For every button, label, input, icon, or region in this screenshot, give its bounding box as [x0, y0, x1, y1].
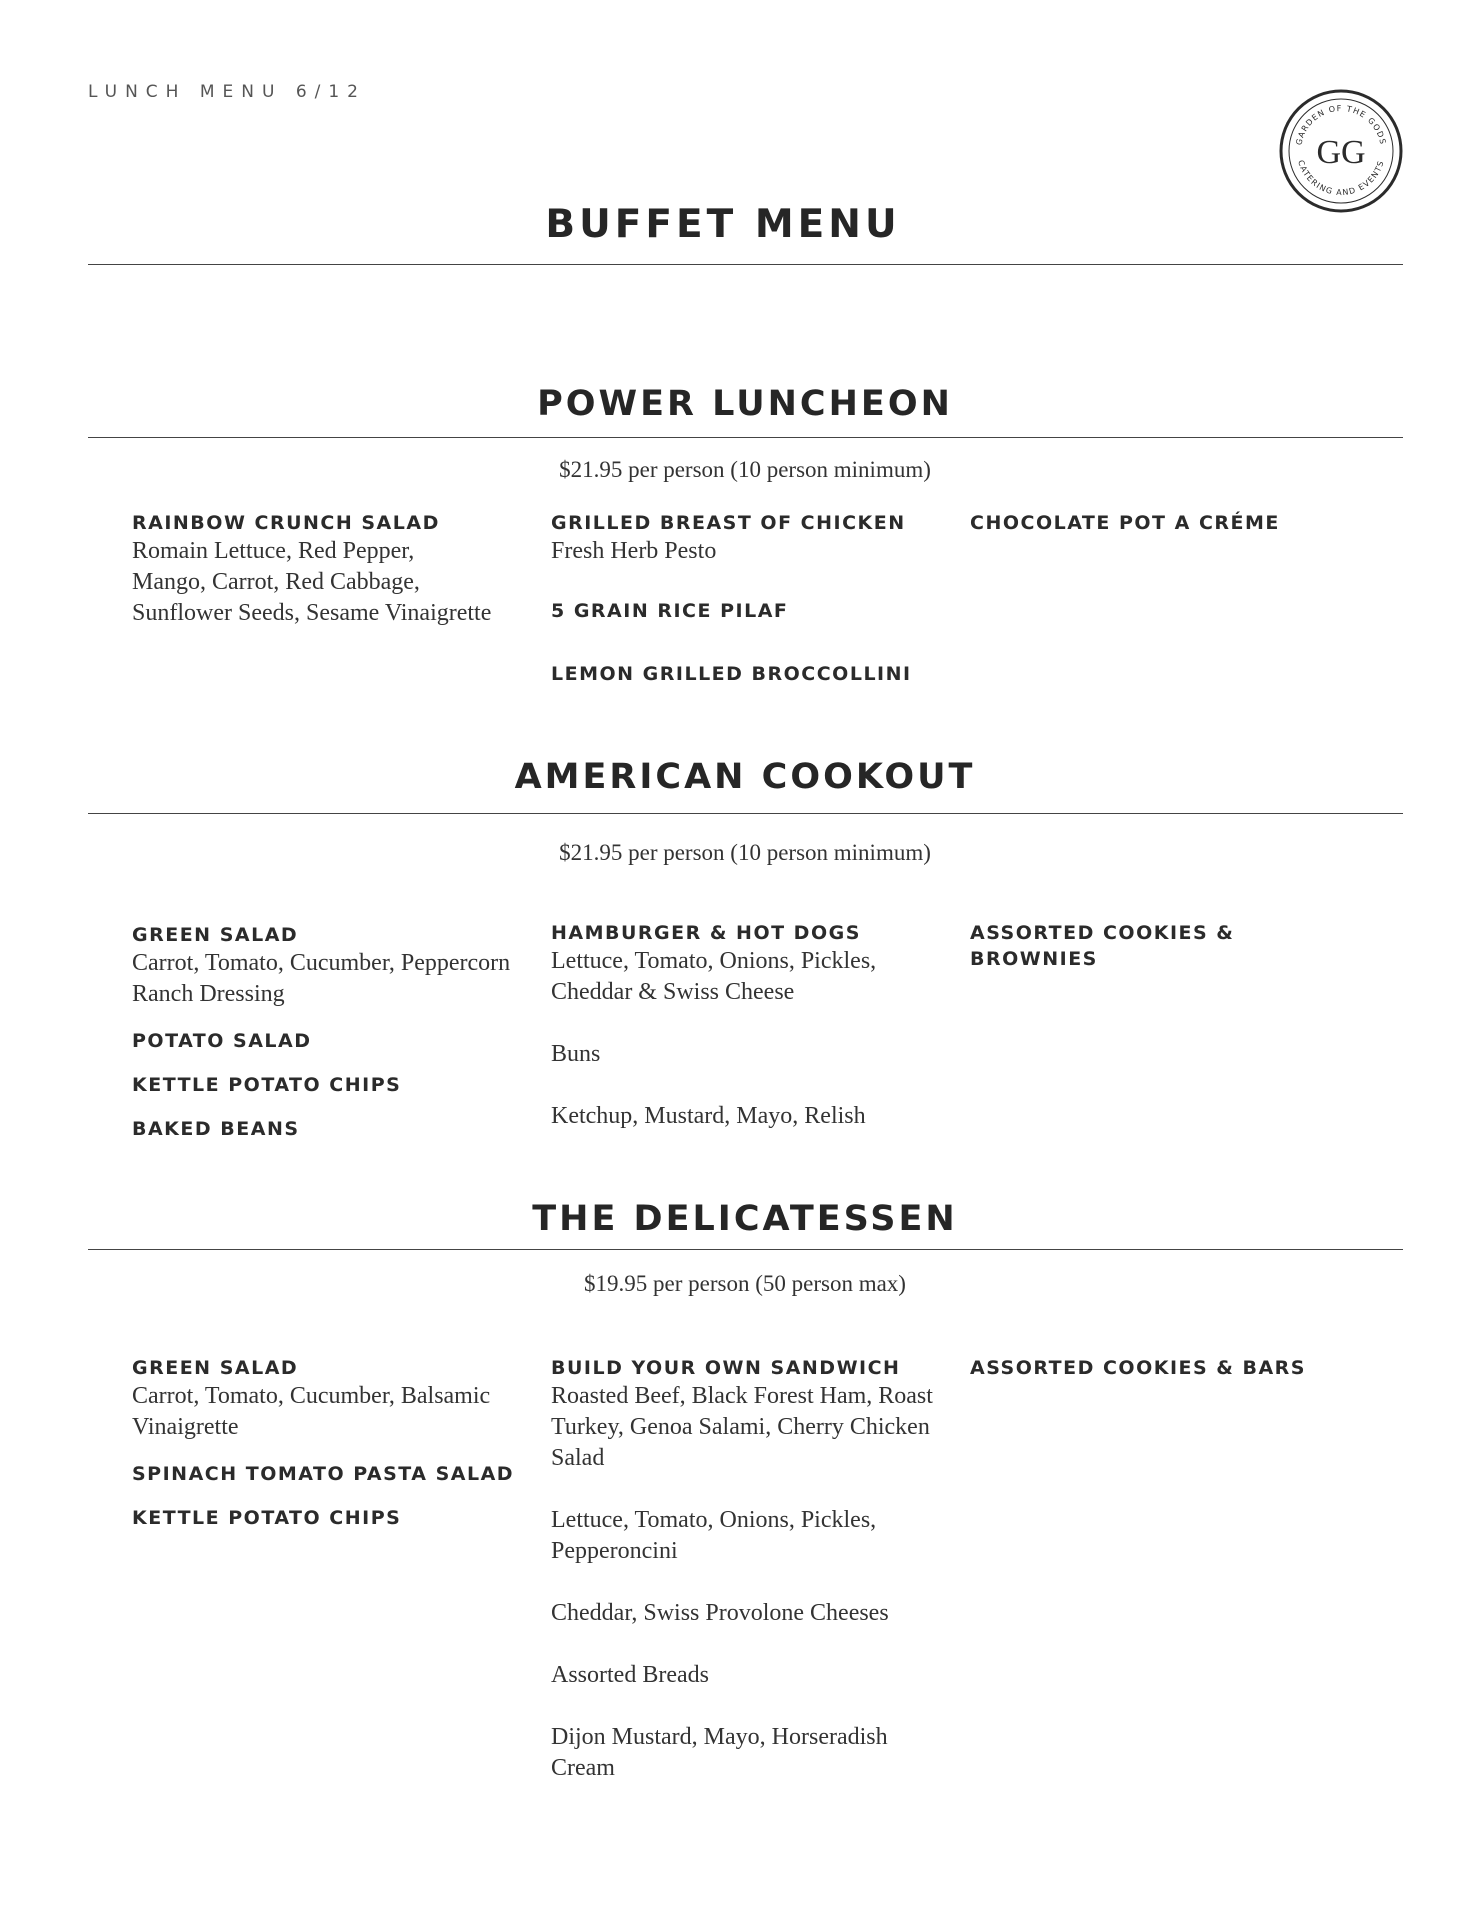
menu-item-desc: Carrot, Tomato, Cucumber, Balsamic: [132, 1383, 491, 1409]
menu-item: [551, 598, 951, 624]
menu-item: [551, 510, 951, 567]
menu-item-desc: Ranch Dressing: [132, 981, 285, 1007]
menu-item-title: GREEN SALAD: [132, 1357, 299, 1379]
menu-item-desc: Mango, Carrot, Red Cabbage,: [132, 569, 420, 595]
menu-item-desc: Cream: [551, 1755, 615, 1781]
section-divider: [88, 1249, 1403, 1250]
menu-item: [132, 1028, 532, 1054]
menu-item: [132, 510, 532, 629]
menu-item: [132, 922, 532, 1010]
menu-item: [132, 1355, 532, 1443]
section-divider: [88, 437, 1403, 438]
menu-item-desc: Lettuce, Tomato, Onions, Pickles,: [551, 1507, 877, 1533]
menu-item-desc: Cheddar, Swiss Provolone Cheeses: [551, 1600, 889, 1626]
menu-item-title: BUILD YOUR OWN SANDWICH: [551, 1357, 901, 1379]
menu-item: [132, 1461, 532, 1487]
menu-item-title: 5 GRAIN RICE PILAF: [551, 600, 789, 622]
menu-item: [970, 1355, 1370, 1381]
menu-item-desc: Salad: [551, 1445, 605, 1471]
section-column-1: [132, 922, 532, 1142]
section-price: $21.95 per person (10 person minimum): [559, 457, 931, 482]
menu-item-desc: Buns: [551, 1041, 601, 1067]
section-divider: [88, 813, 1403, 814]
menu-item-desc: Romain Lettuce, Red Pepper,: [132, 538, 415, 564]
section-title-american-cookout: AMERICAN COOKOUT: [514, 757, 976, 797]
menu-item-desc: Carrot, Tomato, Cucumber, Peppercorn: [132, 950, 511, 976]
menu-item-title: HAMBURGER & HOT DOGS: [551, 922, 861, 944]
menu-item-desc: Dijon Mustard, Mayo, Horseradish: [551, 1724, 888, 1750]
logo-initials: GG: [1316, 134, 1366, 171]
menu-item: [551, 661, 951, 687]
menu-date-label: LUNCH MENU 6/12: [88, 82, 366, 102]
menu-item: [551, 920, 951, 1008]
menu-item-desc: Turkey, Genoa Salami, Cherry Chicken: [551, 1414, 930, 1440]
menu-item-title: RAINBOW CRUNCH SALAD: [132, 512, 440, 534]
menu-item-title: GRILLED BREAST OF CHICKEN: [551, 512, 906, 534]
menu-item-title: ASSORTED COOKIES & BARS: [970, 1357, 1306, 1379]
menu-item-title: KETTLE POTATO CHIPS: [132, 1507, 402, 1529]
menu-item-desc: Assorted Breads: [551, 1662, 709, 1688]
garden-of-the-gods-logo: [1278, 88, 1404, 214]
menu-item-desc: Lettuce, Tomato, Onions, Pickles,: [551, 948, 877, 974]
section-price: $19.95 per person (50 person max): [584, 1271, 906, 1296]
section-column-3: [970, 1355, 1370, 1381]
logo-ring-bottom-text: CATERING AND EVENTS: [1296, 158, 1386, 198]
page-title: BUFFET MENU: [545, 202, 901, 247]
menu-item: [551, 1660, 951, 1691]
menu-item: [970, 920, 1370, 972]
section-price: $21.95 per person (10 person minimum): [559, 840, 931, 865]
menu-item: [551, 1722, 951, 1784]
menu-item: [551, 1039, 951, 1070]
menu-item-title: POTATO SALAD: [132, 1030, 312, 1052]
menu-item: [551, 1505, 951, 1567]
menu-item-desc: Ketchup, Mustard, Mayo, Relish: [551, 1103, 866, 1129]
menu-item-desc: Sunflower Seeds, Sesame Vinaigrette: [132, 600, 492, 626]
menu-item-desc: Fresh Herb Pesto: [551, 538, 717, 564]
menu-item-desc: Vinaigrette: [132, 1414, 239, 1440]
menu-item-title: CHOCOLATE POT A CRÉME: [970, 512, 1280, 534]
section-column-3: [970, 920, 1370, 972]
menu-item-title: ASSORTED COOKIES & BROWNIES: [970, 922, 1235, 970]
section-column-2: [551, 1355, 951, 1784]
menu-item: [970, 510, 1370, 536]
section-column-1: [132, 510, 532, 629]
section-column-2: [551, 510, 951, 687]
menu-item-title: GREEN SALAD: [132, 924, 299, 946]
menu-item-desc: Roasted Beef, Black Forest Ham, Roast: [551, 1383, 933, 1409]
section-column-3: [970, 510, 1370, 536]
title-divider: [88, 264, 1403, 265]
menu-item: [551, 1598, 951, 1629]
menu-item: [132, 1505, 532, 1531]
menu-item: [132, 1072, 532, 1098]
logo-ring-top-text: GARDEN OF THE GODS: [1294, 103, 1388, 146]
section-column-1: [132, 1355, 532, 1531]
menu-item: [551, 1101, 951, 1132]
menu-item-title: SPINACH TOMATO PASTA SALAD: [132, 1463, 515, 1485]
menu-item-title: BAKED BEANS: [132, 1118, 300, 1140]
menu-item-title: LEMON GRILLED BROCCOLLINI: [551, 663, 912, 685]
menu-item-desc: Cheddar & Swiss Cheese: [551, 979, 795, 1005]
section-title-power-luncheon: POWER LUNCHEON: [537, 384, 953, 424]
menu-item-desc: Pepperoncini: [551, 1538, 678, 1564]
section-title-the-delicatessen: THE DELICATESSEN: [532, 1199, 958, 1239]
menu-item-title: KETTLE POTATO CHIPS: [132, 1074, 402, 1096]
section-column-2: [551, 920, 951, 1132]
menu-item: [551, 1355, 951, 1474]
menu-item: [132, 1116, 532, 1142]
